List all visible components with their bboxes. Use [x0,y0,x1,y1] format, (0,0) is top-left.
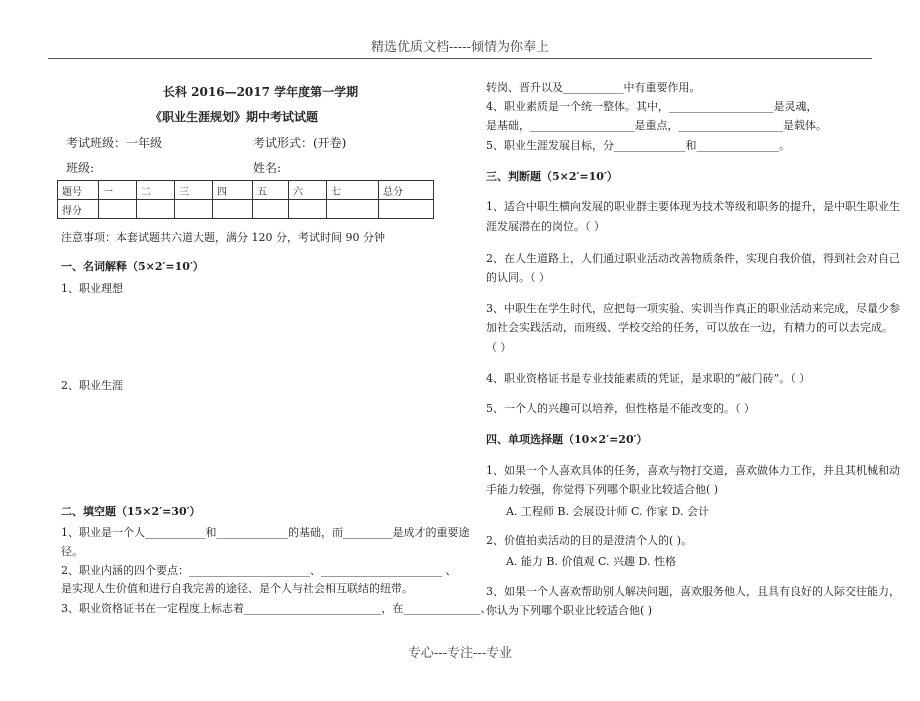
score-cell[interactable] [327,200,379,219]
score-cell[interactable] [175,200,213,219]
judge-question-4: 4、职业资格证书是专业技能素质的凭证，是求职的“敲门砖”。（ ） [486,372,811,385]
section2-question-2-cont: 是实现人生价值和进行自我完善的途径、是个人与社会相互联结的纽带。 [61,582,413,595]
choice-question-2-options: A. 能力 B. 价值观 C. 兴趣 D. 性格 [506,555,676,568]
exam-title-line1: 长科 2016—2017 学年度第一学期 [163,85,359,99]
exam-title-line2: 《职业生涯规划》期中考试试题 [150,110,319,124]
choice-question-2: 2、价值拍卖活动的目的是澄清个人的( )。 [486,534,693,547]
score-cell[interactable] [379,200,434,219]
exam-class-label: 考试班级：一年级 [66,136,163,150]
score-cell[interactable] [213,200,253,219]
judge-question-2: 2、在人生道路上，人们通过职业活动改善物质条件，实现自我价值，得到社会对自己 [486,252,900,265]
score-header-cell: 二 [137,181,175,200]
choice-question-1-options: A. 工程师 B. 会展设计师 C. 作家 D. 会计 [506,505,709,518]
score-table [57,180,434,219]
choice-question-1: 1、如果一个人喜欢具体的任务，喜欢与物打交道，喜欢做体力工作，并且其机械和动 [486,464,900,477]
section4-title: 四、单项选择题（10×2′=20′） [486,433,648,446]
score-header-cell: 一 [99,181,137,200]
judge-question-1: 1、适合中职生横向发展的职业群主要体现为技术等级和职务的提升，是中职生职业生 [486,200,900,213]
exam-form-label: 考试形式：(开卷) [253,136,347,150]
section3-title: 三、判断题（5×2′=10′） [486,170,618,183]
choice-question-3-cont: 你认为下列哪个职业比较适合他( ) [486,604,653,617]
score-header-cell: 总分 [379,181,434,200]
section1-question-1: 1、职业理想 [61,282,123,295]
score-table-header-row [58,181,434,200]
judge-question-3-blank: （ ） [486,341,512,354]
judge-question-2-cont: 的认同。（ ） [486,271,550,284]
score-cell[interactable] [99,200,137,219]
score-header-cell: 六 [289,181,327,200]
section2-question-2: 2、职业内涵的四个要点：______________________、______________________ 、 [61,564,457,577]
exam-notice: 注意事项：本套试题共六道大题，满分 120 分，考试时间 90 分钟 [61,231,385,244]
fill-question-5: 5、职业生涯发展目标，分_____________和_______________。 [486,139,790,152]
judge-question-3: 3、中职生在学生时代，应把每一项实验、实训当作真正的职业活动来完成，尽量少参 [486,302,900,315]
section1-question-2: 2、职业生涯 [61,379,123,392]
score-header-cell: 三 [175,181,213,200]
score-cell[interactable] [253,200,289,219]
score-cell[interactable] [289,200,327,219]
judge-question-3-cont: 加社会实践活动，而班级、学校交给的任务，可以放在一边，有精力的可以去完成。 [486,321,893,334]
judge-question-1-cont: 涯发展潜在的岗位。（ ） [486,220,605,233]
fill-question-4: 4、职业素质是一个统一整体。其中，___________________是灵魂， [486,100,818,113]
header-divider [48,58,872,59]
section1-title: 一、名词解释（5×2′=10′） [61,260,204,273]
class-field-label: 班级: [66,161,95,175]
page-footer: 专心---专注---专业 [407,646,513,661]
fill-question-4-cont: 是基础，___________________是重点，___________________是载体。 [486,119,827,132]
section2-question-3: 3、职业资格证书在一定程度上标志着_________________________，在______________、 [61,602,492,615]
judge-question-5: 5、一个人的兴趣可以培养，但性格是不能改变的。（ ） [486,402,755,415]
score-row-label: 得分 [58,200,99,219]
section2-title: 二、填空题（15×2′=30′） [61,505,201,518]
section2-question-1-cont: 径。 [61,545,83,558]
choice-question-3: 3、如果一个人喜欢帮助别人解决问题，喜欢服务他人，且具有良好的人际交往能力， [486,585,900,598]
score-header-cell: 五 [253,181,289,200]
page-header: 精选优质文档-----倾情为你奉上 [371,40,549,55]
fill-q3-continuation: 转岗、晋升以及___________中有重要作用。 [486,81,701,94]
score-cell[interactable] [137,200,175,219]
score-header-cell: 四 [213,181,253,200]
choice-question-1-cont: 手能力较强，你觉得下列哪个职业比较适合他( ) [486,483,719,496]
score-header-cell: 七 [327,181,379,200]
name-field-label: 姓名: [253,161,282,175]
section2-question-1: 1、职业是一个人___________和_____________的基础，而_________是成才的重要途 [61,526,470,539]
score-header-cell: 题号 [58,181,99,200]
score-table-input-row [58,200,434,219]
